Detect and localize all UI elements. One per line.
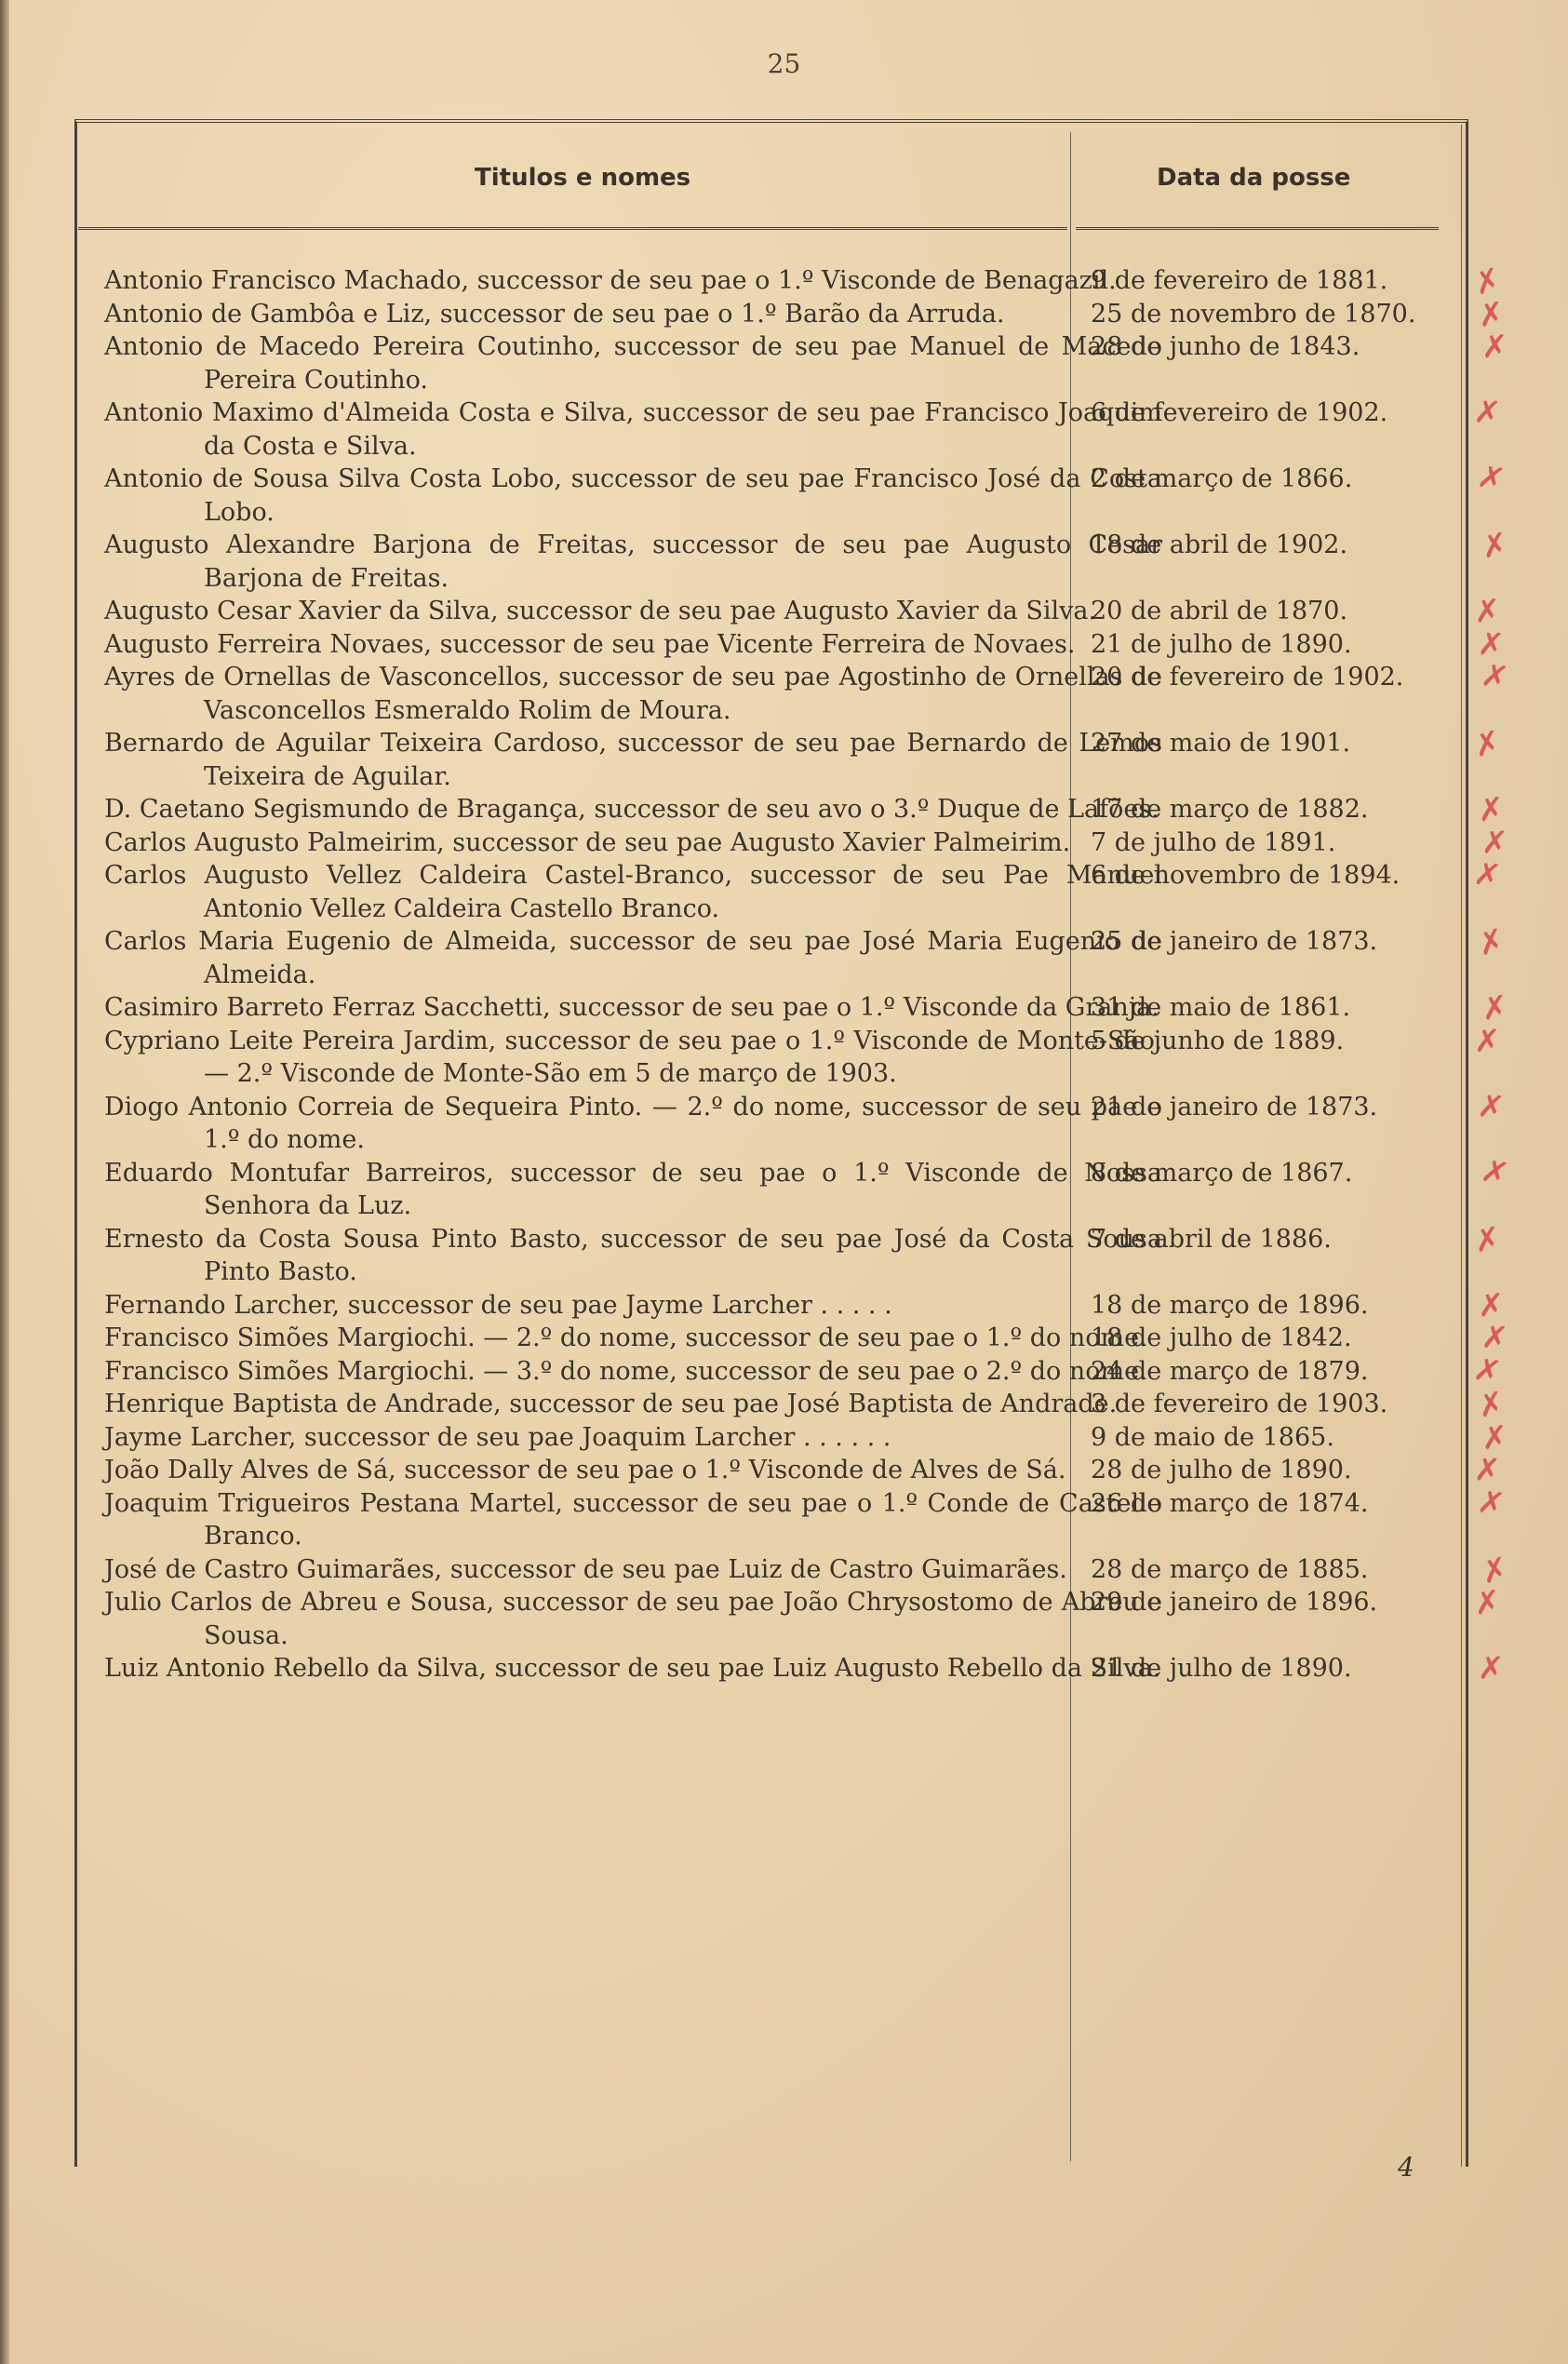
table-row [104, 1025, 1444, 1091]
entry-date: 28 de março de 1885. [1091, 1554, 1369, 1584]
entry-date: 8 de março de 1867. [1091, 1158, 1353, 1188]
table-row [104, 1322, 1444, 1355]
entry-name: Antonio de Sousa Silva Costa Lobo, successor de seu pae Francisco José da Costa Lobo. [104, 464, 1162, 527]
entry-date: 20 de abril de 1870. [1091, 597, 1348, 625]
entry-name: Carlos Augusto Vellez Caldeira Castel-Branco, successor de seu Pae Manuel Antonio Vellez Caldeira Castello Branco. [104, 861, 1162, 923]
entry-name: Cypriano Leite Pereira Jardim, successor de seu pae o 1.º Visconde de Monte-São. — 2.º Visconde de Monte-São em 5 de março de 1903. [104, 1026, 1162, 1088]
table-row [104, 1157, 1444, 1223]
table-row [104, 1223, 1444, 1289]
entry-name: Bernardo de Aguilar Teixeira Cardoso, successor de seu pae Bernardo de Lemos Teixeira de Aguilar. [104, 729, 1162, 791]
entry-date: 20 de fevereiro de 1902. [1091, 663, 1404, 692]
entry-date: 21 de julho de 1890. [1091, 629, 1352, 659]
table-row [104, 1652, 1444, 1686]
check-mark-icon: ✗ [1471, 854, 1504, 896]
check-mark-icon: ✗ [1471, 1219, 1504, 1261]
column-header-names: Titulos e nomes [475, 164, 691, 192]
header-rule [1076, 227, 1439, 230]
table-row [104, 859, 1444, 925]
table-row [104, 595, 1444, 628]
entry-date: 7 de julho de 1891. [1091, 827, 1336, 857]
entry-name: Francisco Simões Margiochi. — 2.º do nome, successor de seu pae o 1.º do nome. [104, 1323, 1147, 1352]
entry-date: 28 de julho de 1890. [1091, 1456, 1352, 1484]
check-mark-icon: ✗ [1475, 294, 1508, 335]
check-mark-icon: ✗ [1476, 625, 1506, 665]
table-row [104, 264, 1444, 298]
entry-name: Jayme Larcher, successor de seu pae Joaquim Larcher . . . . . . [104, 1422, 891, 1452]
check-mark-icon: ✗ [1474, 1482, 1508, 1525]
check-mark-icon: ✗ [1477, 1649, 1505, 1688]
table-row [104, 1355, 1444, 1389]
table-row [104, 1487, 1444, 1553]
page-edge [0, 0, 9, 2364]
page-number: 25 [767, 48, 801, 79]
table-row [104, 925, 1444, 991]
table-row [104, 1586, 1444, 1652]
entry-date: 26 de março de 1874. [1091, 1488, 1369, 1518]
check-mark-icon: ✗ [1470, 723, 1505, 766]
entry-date: 21 de janeiro de 1873. [1091, 1092, 1378, 1122]
check-mark-icon: ✗ [1480, 1318, 1510, 1358]
check-mark-icon: ✗ [1479, 987, 1510, 1029]
entry-name: Francisco Simões Margiochi. — 3.º do nome, successor de seu pae o 2.º do nome. [104, 1356, 1147, 1386]
table-row [104, 1289, 1444, 1323]
entry-name: Ernesto da Costa Sousa Pinto Basto, successor de seu pae José da Costa Sousa Pinto Basto. [104, 1224, 1162, 1286]
entry-name: D. Caetano Segismundo de Bragança, successor de seu avo o 3.º Duque de Lafões. [104, 795, 1159, 824]
entry-date: 18 de março de 1896. [1091, 1290, 1369, 1320]
table-row [104, 298, 1444, 331]
entry-date: 6 de novembro de 1894. [1091, 861, 1400, 890]
table-row [104, 396, 1444, 463]
entry-date: 25 de janeiro de 1873. [1091, 927, 1378, 956]
entry-date: 28 de junho de 1843. [1091, 332, 1360, 361]
check-mark-icon: ✗ [1480, 1417, 1509, 1457]
entry-name: Casimiro Barreto Ferraz Sacchetti, successor de seu pae o 1.º Visconde da Granja. [104, 993, 1159, 1022]
entry-date: 7 de abril de 1886. [1091, 1224, 1332, 1254]
check-mark-icon: ✗ [1475, 1086, 1507, 1127]
check-mark-icon: ✗ [1472, 592, 1502, 631]
table-row [104, 1388, 1444, 1421]
table-row [104, 330, 1444, 396]
table-row [104, 661, 1444, 727]
check-mark-icon: ✗ [1478, 525, 1511, 567]
check-mark-icon: ✗ [1478, 655, 1512, 698]
check-mark-icon: ✗ [1481, 823, 1509, 862]
signature-mark: 4 [1398, 2152, 1414, 2183]
table-row [104, 1091, 1444, 1157]
entry-name: Henrique Baptista de Andrade, successor de seu pae José Baptista de Andrade. [104, 1390, 1118, 1418]
table-row [104, 991, 1444, 1025]
check-mark-icon: ✗ [1470, 1350, 1505, 1392]
entry-date: 31 de maio de 1861. [1091, 993, 1351, 1022]
entry-name: Augusto Cesar Xavier da Silva, successor de seu pae Augusto Xavier da Silva. [104, 597, 1097, 625]
column-header-dates: Data da posse [1157, 164, 1351, 192]
entry-date: 18 de abril de 1902. [1091, 531, 1348, 559]
check-mark-icon: ✗ [1473, 921, 1509, 964]
entry-name: Antonio Maximo d'Almeida Costa e Silva, successor de seu pae Francisco Joaquim da Costa e Silva. [104, 398, 1162, 461]
check-mark-icon: ✗ [1472, 1583, 1503, 1623]
entry-name: José de Castro Guimarães, successor de seu pae Luiz de Castro Guimarães. [104, 1554, 1067, 1584]
check-mark-icon: ✗ [1474, 1022, 1501, 1060]
entry-name: Diogo Antonio Correia de Sequeira Pinto. — 2.º do nome, successor de seu pae o 1.º do nome. [104, 1092, 1162, 1154]
entry-date: 5 de junho de 1889. [1091, 1026, 1345, 1055]
entry-date: 6 de fevereiro de 1902. [1091, 398, 1388, 427]
table-row [104, 1421, 1444, 1455]
table-row [104, 793, 1444, 826]
check-mark-icon: ✗ [1472, 393, 1503, 433]
entry-name: Antonio de Gambôa e Liz, successor de seu pae o 1.º Barão da Arruda. [104, 299, 1005, 329]
entry-date: 25 de novembro de 1870. [1091, 299, 1416, 329]
check-mark-icon: ✗ [1477, 1150, 1513, 1194]
entry-name: Ayres de Ornellas de Vasconcellos, successor de seu pae Agostinho de Ornellas de Vasconcellos Esmeraldo Rolim de Moura. [104, 663, 1162, 725]
table-row [104, 1553, 1444, 1587]
entry-date: 2 de março de 1866. [1091, 464, 1353, 493]
entry-date: 9 de fevereiro de 1881. [1091, 266, 1388, 295]
entry-name: Augusto Alexandre Barjona de Freitas, successor de seu pae Augusto Cesar Barjona de Freitas. [104, 531, 1162, 593]
register-entries [104, 264, 1444, 1686]
table-row [104, 1454, 1444, 1487]
table-row [104, 727, 1444, 793]
check-mark-icon: ✗ [1477, 1286, 1506, 1325]
entry-name: Julio Carlos de Abreu e Sousa, successor de seu pae João Chrysostomo de Abreu e Sousa. [104, 1588, 1162, 1650]
entry-date: 21 de julho de 1890. [1091, 1654, 1352, 1683]
entry-name: Joaquim Trigueiros Pestana Martel, successor de seu pae o 1.º Conde de Castello Branco. [104, 1488, 1162, 1551]
entry-date: 27 de maio de 1901. [1091, 729, 1351, 758]
entry-date: 18 de julho de 1842. [1091, 1323, 1352, 1352]
entry-name: Eduardo Montufar Barreiros, successor de seu pae o 1.º Visconde de Nossa Senhora da Luz. [104, 1158, 1162, 1220]
table-row [104, 628, 1444, 662]
check-mark-icon: ✗ [1477, 1549, 1512, 1592]
margin-check-marks [1469, 223, 1530, 2085]
check-mark-icon: ✗ [1476, 790, 1507, 830]
check-mark-icon: ✗ [1469, 260, 1506, 303]
entry-name: Antonio de Macedo Pereira Coutinho, successor de seu pae Manuel de Macedo Pereira Coutinho. [104, 332, 1162, 395]
entry-name: Carlos Augusto Palmeirim, successor de seu pae Augusto Xavier Palmeirim. [104, 827, 1071, 857]
entry-name: Augusto Ferreira Novaes, successor de seu pae Vicente Ferreira de Novaes. [104, 629, 1076, 659]
check-mark-icon: ✗ [1472, 1451, 1502, 1490]
entry-name: Antonio Francisco Machado, successor de seu pae o 1.º Visconde de Benagazil. [104, 266, 1117, 295]
entry-date: 3 de fevereiro de 1903. [1091, 1390, 1388, 1418]
entry-date: 24 de março de 1879. [1091, 1356, 1369, 1386]
entry-name: Fernando Larcher, successor de seu pae Jayme Larcher . . . . . [104, 1290, 892, 1320]
table-row [104, 463, 1444, 529]
entry-date: 29 de janeiro de 1896. [1091, 1588, 1378, 1617]
entry-name: Carlos Maria Eugenio de Almeida, successor de seu pae José Maria Eugenio de Almeida. [104, 927, 1162, 989]
entry-name: João Dally Alves de Sá, successor de seu pae o 1.º Visconde de Alves de Sá. [104, 1456, 1066, 1484]
entry-date: 17 de março de 1882. [1091, 795, 1369, 824]
table-row [104, 529, 1444, 595]
table-row [104, 826, 1444, 860]
entry-date: 9 de maio de 1865. [1091, 1422, 1334, 1452]
check-mark-icon: ✗ [1473, 457, 1508, 500]
check-mark-icon: ✗ [1474, 1384, 1508, 1427]
check-mark-icon: ✗ [1481, 328, 1508, 367]
header-rule [78, 227, 1067, 230]
entry-name: Luiz Antonio Rebello da Silva, successor de seu pae Luiz Augusto Rebello da Silva. [104, 1654, 1161, 1683]
